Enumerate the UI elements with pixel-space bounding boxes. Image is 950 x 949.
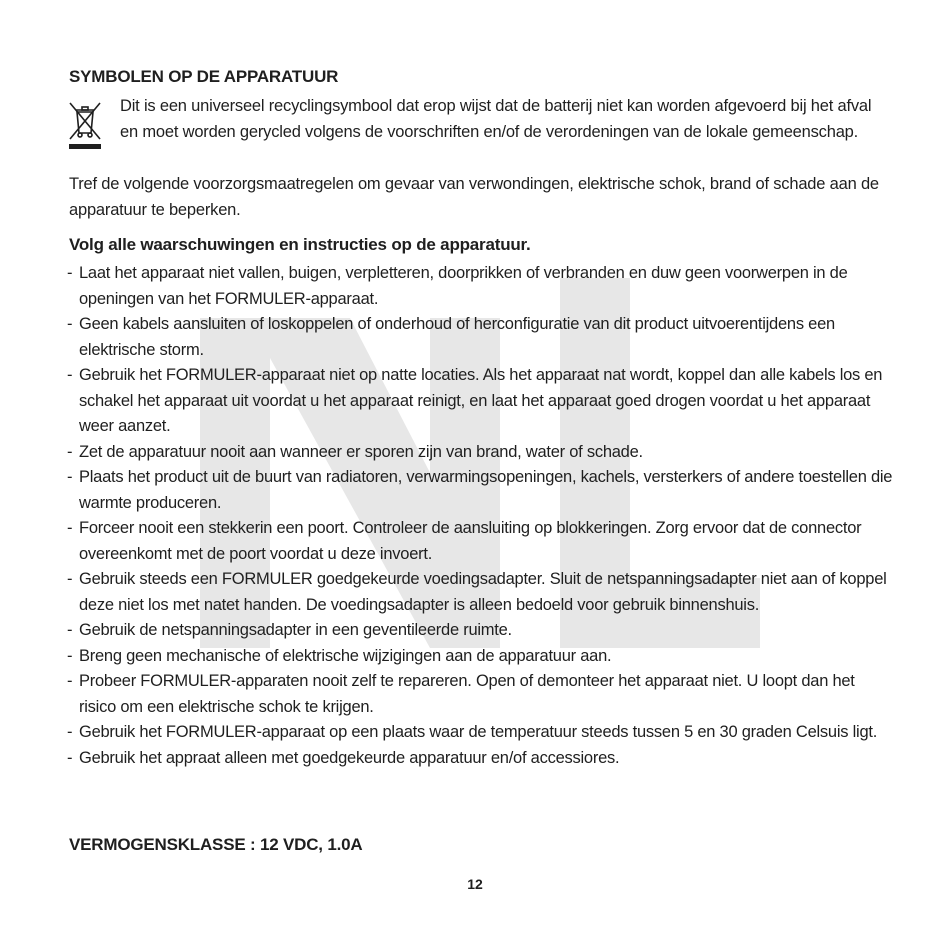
symbols-heading: SYMBOLEN OP DE APPARATUUR [69, 67, 339, 86]
warning-item: - Gebruik het FORMULER-apparaat niet op natte locaties. Als het apparaat nat wordt, koppel dan alle kabels los en schakel het apparaat uit voordat u het apparaat reinigt, en laat het apparaat goed drogen voordat u het apparaat weer aanzet. [67, 363, 893, 440]
warning-item: - Gebruik het FORMULER-apparaat op een plaats waar de temperatuur steeds tussen 5 en 30 graden Celsuis ligt. [67, 720, 893, 746]
warning-item: - Zet de apparatuur nooit aan wanneer er sporen zijn van brand, water of schade. [67, 440, 893, 466]
warnings-list [67, 261, 893, 771]
crossed-out-wheeled-bin-icon [66, 97, 104, 155]
warning-item: - Forceer nooit een stekkerin een poort. Controleer de aansluiting op blokkeringen. Zorg ervoor dat de connector overeenkomt met de poort voordat u deze invoert. [67, 516, 893, 567]
power-rating-heading: VERMOGENSKLASSE : 12 VDC, 1.0A [69, 835, 363, 854]
warning-item: - Gebruik het appraat alleen met goedgekeurde apparatuur en/of accessiores. [67, 746, 893, 772]
intro-paragraph: Tref de volgende voorzorgsmaatregelen om gevaar van verwondingen, elektrische schok, brand of schade aan de apparatuur te beperken. [69, 175, 879, 219]
warning-item: - Breng geen mechanische of elektrische wijzigingen aan de apparatuur aan. [67, 644, 893, 670]
warning-item: - Plaats het product uit de buurt van radiatoren, verwarmingsopeningen, kachels, versterkers of andere toestellen die warmte produceren. [67, 465, 893, 516]
warning-item: - Laat het apparaat niet vallen, buigen, verpletteren, doorprikken of verbranden en duw geen voorwerpen in de openingen van het FORMULER-apparaat. [67, 261, 893, 312]
recycling-symbol-text: Dit is een universeel recyclingsymbool dat erop wijst dat de batterij niet kan worden afgevoerd bij het afval en moet worden gerycled volgens de voorschriften en/of de verordeningen van de lokale gemeenschap. [120, 97, 872, 141]
warning-item: - Gebruik steeds een FORMULER goedgekeurde voedingsadapter. Sluit de netspanningsadapter niet aan of koppel deze niet los met natet handen. De voedingsadapter is alleen bedoeld voor gebruik binnenshuis. [67, 567, 893, 618]
warning-item: - Geen kabels aansluiten of loskoppelen of onderhoud of herconfiguratie van dit product uitvoerentijdens een elektrische storm. [67, 312, 893, 363]
page-number: 12 [467, 876, 483, 892]
follow-warnings-heading: Volg alle waarschuwingen en instructies op de apparatuur. [69, 235, 531, 254]
warning-item: - Gebruik de netspanningsadapter in een geventileerde ruimte. [67, 618, 893, 644]
warning-item: - Probeer FORMULER-apparaten nooit zelf te repareren. Open of demonteer het apparaat niet. U loopt dan het risico om een elektrische schok te krijgen. [67, 669, 893, 720]
